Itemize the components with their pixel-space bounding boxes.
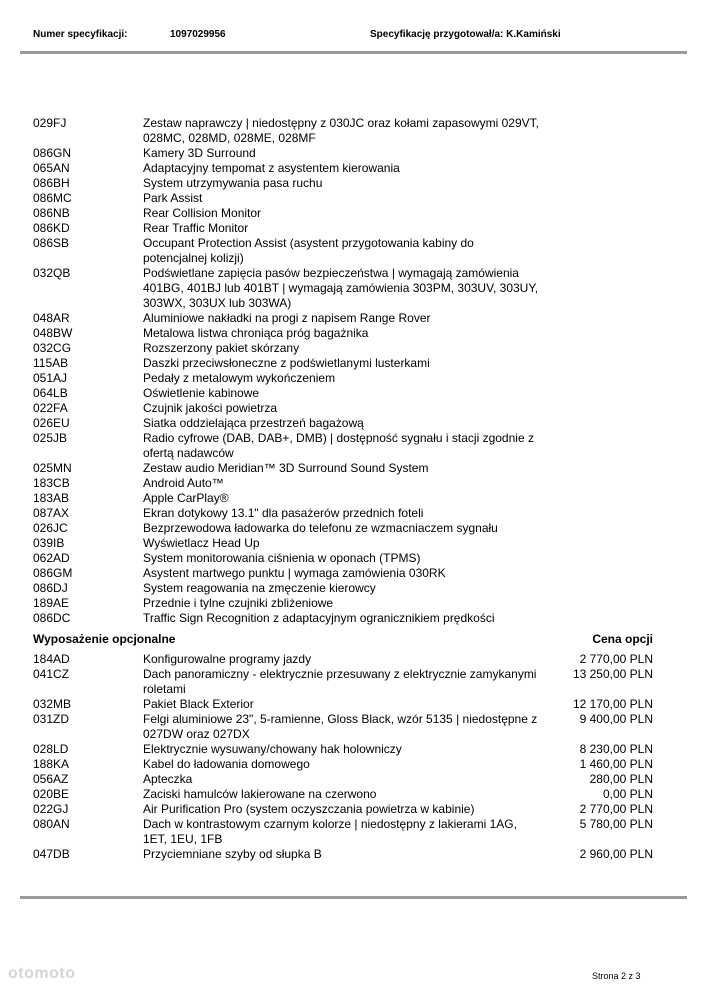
item-code: 189AE xyxy=(33,596,70,610)
item-code: 022GJ xyxy=(33,802,69,816)
item-price: 8 230,00 PLN xyxy=(579,742,653,756)
item-code: 086SB xyxy=(33,236,70,250)
item-code: 032MB xyxy=(33,697,72,711)
list-item xyxy=(33,712,663,742)
item-code: 031ZD xyxy=(33,712,70,726)
list-item xyxy=(33,551,663,566)
item-code: 048BW xyxy=(33,326,73,340)
list-item xyxy=(33,596,663,611)
item-code: 064LB xyxy=(33,386,68,400)
item-description: Metalowa listwa chroniąca próg bagażnika xyxy=(143,326,369,340)
list-item xyxy=(33,116,663,146)
item-description: Bezprzewodowa ładowarka do telefonu ze wzmacniaczem sygnału xyxy=(143,521,498,535)
list-item xyxy=(33,667,663,697)
spec-number-value: 1097029956 xyxy=(170,29,226,40)
item-description: Przednie i tylne czujniki zbliżeniowe xyxy=(143,596,334,610)
item-code: 086DJ xyxy=(33,581,68,595)
item-description: Traffic Sign Recognition z adaptacyjnym ogranicznikiem prędkości xyxy=(143,611,495,625)
item-price: 2 960,00 PLN xyxy=(579,847,653,861)
item-description: Air Purification Pro (system oczyszczania powietrza w kabinie) xyxy=(143,802,475,816)
list-item xyxy=(33,266,663,311)
item-code: 047DB xyxy=(33,847,70,861)
list-item xyxy=(33,611,663,626)
item-description: Zestaw audio Meridian™ 3D Surround Sound System xyxy=(143,461,429,475)
item-code: 086NB xyxy=(33,206,70,220)
list-item xyxy=(33,787,663,802)
list-item xyxy=(33,521,663,536)
item-code: 051AJ xyxy=(33,371,68,385)
item-code: 025MN xyxy=(33,461,72,475)
item-description: Felgi aluminiowe 23", 5-ramienne, Gloss Black, wzór 5135 | niedostępne z 027DW oraz 027DX xyxy=(143,712,538,741)
item-code: 048AR xyxy=(33,311,70,325)
list-item xyxy=(33,757,663,772)
list-item xyxy=(33,206,663,221)
list-item xyxy=(33,416,663,431)
optional-section-header xyxy=(33,632,653,647)
item-code: 026JC xyxy=(33,521,68,535)
list-item xyxy=(33,236,663,266)
item-description: Ekran dotykowy 13.1" dla pasażerów przednich foteli xyxy=(143,506,424,520)
item-description: Dach w kontrastowym czarnym kolorze | niedostępny z lakierami 1AG, 1ET, 1EU, 1FB xyxy=(143,817,517,846)
watermark-logo: otomoto xyxy=(8,965,76,982)
optional-equipment-list xyxy=(33,652,663,862)
list-item xyxy=(33,431,663,461)
item-price: 12 170,00 PLN xyxy=(572,697,653,711)
item-price: 5 780,00 PLN xyxy=(579,817,653,831)
item-code: 183AB xyxy=(33,491,70,505)
footer-divider xyxy=(20,896,687,899)
item-description: Siatka oddzielająca przestrzeń bagażową xyxy=(143,416,364,430)
item-description: Wyświetlacz Head Up xyxy=(143,536,260,550)
item-code: 028LD xyxy=(33,742,69,756)
list-item xyxy=(33,176,663,191)
item-description: Occupant Protection Assist (asystent przygotowania kabiny do potencjalnej kolizji) xyxy=(143,236,474,265)
item-price: 1 460,00 PLN xyxy=(579,757,653,771)
list-item xyxy=(33,817,663,847)
item-description: Apteczka xyxy=(143,772,193,786)
item-description: Pakiet Black Exterior xyxy=(143,697,254,711)
header-divider xyxy=(20,51,687,54)
item-description: Podświetlane zapięcia pasów bezpieczeństwa | wymagają zamówienia 401BG, 401BJ lub 401BT | wymagają zamówienia 303PM, 303UV, 303UY, 303WX, 303UX lub 303WA) xyxy=(143,266,539,310)
list-item xyxy=(33,506,663,521)
item-description: Elektrycznie wysuwany/chowany hak holowniczy xyxy=(143,742,402,756)
item-code: 041CZ xyxy=(33,667,70,681)
item-description: Daszki przeciwsłoneczne z podświetlanymi lusterkami xyxy=(143,356,430,370)
item-code: 020BE xyxy=(33,787,70,801)
item-price: 13 250,00 PLN xyxy=(572,667,653,681)
item-description: Adaptacyjny tempomat z asystentem kierowania xyxy=(143,161,400,175)
item-description: System reagowania na zmęczenie kierowcy xyxy=(143,581,376,595)
spec-number-label: Numer specyfikacji: xyxy=(33,29,128,40)
item-description: Rear Traffic Monitor xyxy=(143,221,249,235)
item-price: 2 770,00 PLN xyxy=(579,802,653,816)
item-description: Aluminiowe nakładki na progi z napisem Range Rover xyxy=(143,311,431,325)
item-code: 188KA xyxy=(33,757,70,771)
list-item xyxy=(33,697,663,712)
list-item xyxy=(33,356,663,371)
item-description: Konfigurowalne programy jazdy xyxy=(143,652,312,666)
item-code: 032CG xyxy=(33,341,72,355)
item-description: Park Assist xyxy=(143,191,203,205)
item-description: Android Auto™ xyxy=(143,476,224,490)
item-description: Dach panoramiczny - elektrycznie przesuwany z elektrycznie zamykanymi roletami xyxy=(143,667,537,696)
item-code: 086MC xyxy=(33,191,72,205)
item-description: Przyciemniane szyby od słupka B xyxy=(143,847,322,861)
item-code: 029FJ xyxy=(33,116,67,130)
list-item xyxy=(33,847,663,862)
list-item xyxy=(33,566,663,581)
item-code: 086BH xyxy=(33,176,70,190)
item-description: Radio cyfrowe (DAB, DAB+, DMB) | dostępność sygnału i stacji zgodnie z ofertą nadawców xyxy=(143,431,534,460)
list-item xyxy=(33,802,663,817)
item-code: 065AN xyxy=(33,161,70,175)
item-code: 022FA xyxy=(33,401,68,415)
list-item xyxy=(33,161,663,176)
list-item xyxy=(33,326,663,341)
list-item xyxy=(33,311,663,326)
list-item xyxy=(33,146,663,161)
list-item xyxy=(33,581,663,596)
item-description: System monitorowania ciśnienia w oponach (TPMS) xyxy=(143,551,421,565)
list-item xyxy=(33,772,663,787)
item-description: System utrzymywania pasa ruchu xyxy=(143,176,323,190)
optional-section-title: Wyposażenie opcjonalne xyxy=(33,632,176,646)
list-item xyxy=(33,386,663,401)
item-description: Czujnik jakości powietrza xyxy=(143,401,278,415)
list-item xyxy=(33,221,663,236)
item-code: 062AD xyxy=(33,551,70,565)
list-item xyxy=(33,341,663,356)
list-item xyxy=(33,461,663,476)
item-price: 2 770,00 PLN xyxy=(579,652,653,666)
list-item xyxy=(33,491,663,506)
price-column-header: Cena opcji xyxy=(592,632,653,646)
item-description: Rear Collision Monitor xyxy=(143,206,262,220)
item-code: 026EU xyxy=(33,416,70,430)
item-description: Kabel do ładowania domowego xyxy=(143,757,310,771)
item-description: Kamery 3D Surround xyxy=(143,146,256,160)
item-price: 280,00 PLN xyxy=(589,772,653,786)
item-description: Rozszerzony pakiet skórzany xyxy=(143,341,300,355)
item-code: 086DC xyxy=(33,611,71,625)
item-code: 039IB xyxy=(33,536,65,550)
item-code: 184AD xyxy=(33,652,70,666)
item-code: 080AN xyxy=(33,817,70,831)
item-code: 183CB xyxy=(33,476,70,490)
item-code: 056AZ xyxy=(33,772,69,786)
list-item xyxy=(33,742,663,757)
item-description: Apple CarPlay® xyxy=(143,491,229,505)
standard-equipment-list xyxy=(33,116,663,626)
item-code: 115AB xyxy=(33,356,69,370)
list-item xyxy=(33,371,663,386)
list-item xyxy=(33,652,663,667)
item-description: Oświetlenie kabinowe xyxy=(143,386,260,400)
item-code: 087AX xyxy=(33,506,70,520)
page-number: Strona 2 z 3 xyxy=(592,971,641,981)
list-item xyxy=(33,401,663,416)
item-description: Pedały z metalowym wykończeniem xyxy=(143,371,336,385)
prepared-by: Specyfikację przygotował/a: K.Kamiński xyxy=(370,29,561,40)
item-price: 9 400,00 PLN xyxy=(579,712,653,726)
item-code: 086KD xyxy=(33,221,70,235)
item-code: 025JB xyxy=(33,431,68,445)
item-code: 086GM xyxy=(33,566,73,580)
list-item xyxy=(33,191,663,206)
item-description: Zestaw naprawczy | niedostępny z 030JC oraz kołami zapasowymi 029VT, 028MC, 028MD, 028ME, 028MF xyxy=(143,116,539,145)
list-item xyxy=(33,536,663,551)
item-price: 0,00 PLN xyxy=(602,787,653,801)
list-item xyxy=(33,476,663,491)
item-description: Zaciski hamulców lakierowane na czerwono xyxy=(143,787,377,801)
item-description: Asystent martwego punktu | wymaga zamówienia 030RK xyxy=(143,566,446,580)
item-code: 032QB xyxy=(33,266,71,280)
item-code: 086GN xyxy=(33,146,72,160)
